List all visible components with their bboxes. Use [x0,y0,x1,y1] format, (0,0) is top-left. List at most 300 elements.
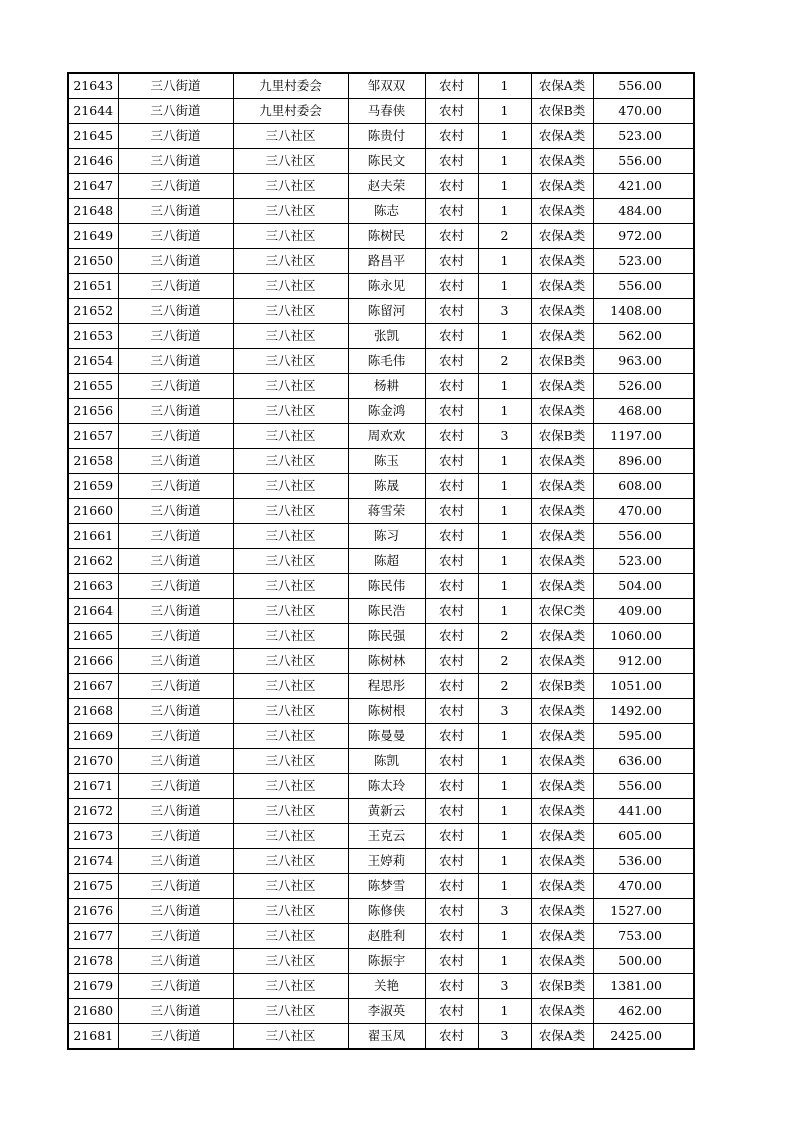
household-size-cell: 1 [478,374,531,399]
insurance-class-cell: 农保A类 [531,199,593,224]
data-table [67,72,695,1050]
table-row [68,1024,694,1050]
community-cell: 三八社区 [233,174,348,199]
amount-cell: 526.00 [593,374,694,399]
insurance-class-cell: 农保B类 [531,424,593,449]
amount-cell: 468.00 [593,399,694,424]
amount-cell: 1060.00 [593,624,694,649]
name-cell: 杨耕 [348,374,425,399]
amount-cell: 523.00 [593,124,694,149]
name-cell: 陈毛伟 [348,349,425,374]
table-row [68,699,694,724]
household-size-cell: 1 [478,874,531,899]
record-id-cell: 21664 [68,599,118,624]
insurance-class-cell: 农保A类 [531,799,593,824]
amount-cell: 636.00 [593,749,694,774]
record-id-cell: 21681 [68,1024,118,1050]
street-cell: 三八街道 [118,749,233,774]
amount-cell: 556.00 [593,524,694,549]
area-type-cell: 农村 [425,149,478,174]
table-row [68,474,694,499]
amount-cell: 556.00 [593,274,694,299]
community-cell: 三八社区 [233,224,348,249]
community-cell: 三八社区 [233,674,348,699]
name-cell: 陈民浩 [348,599,425,624]
amount-cell: 462.00 [593,999,694,1024]
amount-cell: 896.00 [593,449,694,474]
street-cell: 三八街道 [118,249,233,274]
community-cell: 三八社区 [233,999,348,1024]
household-size-cell: 2 [478,349,531,374]
household-size-cell: 2 [478,224,531,249]
name-cell: 陈民伟 [348,574,425,599]
table-row [68,624,694,649]
insurance-class-cell: 农保A类 [531,949,593,974]
area-type-cell: 农村 [425,474,478,499]
amount-cell: 504.00 [593,574,694,599]
street-cell: 三八街道 [118,774,233,799]
area-type-cell: 农村 [425,274,478,299]
table-row [68,449,694,474]
community-cell: 三八社区 [233,574,348,599]
insurance-class-cell: 农保A类 [531,474,593,499]
insurance-class-cell: 农保A类 [531,399,593,424]
household-size-cell: 1 [478,824,531,849]
community-cell: 三八社区 [233,274,348,299]
community-cell: 三八社区 [233,324,348,349]
name-cell: 陈贵付 [348,124,425,149]
household-size-cell: 1 [478,149,531,174]
record-id-cell: 21665 [68,624,118,649]
community-cell: 三八社区 [233,874,348,899]
street-cell: 三八街道 [118,199,233,224]
amount-cell: 2425.00 [593,1024,694,1050]
name-cell: 陈玉 [348,449,425,474]
household-size-cell: 2 [478,624,531,649]
record-id-cell: 21655 [68,374,118,399]
record-id-cell: 21677 [68,924,118,949]
insurance-class-cell: 农保A类 [531,774,593,799]
record-id-cell: 21670 [68,749,118,774]
household-size-cell: 1 [478,499,531,524]
record-id-cell: 21646 [68,149,118,174]
household-size-cell: 1 [478,124,531,149]
insurance-class-cell: 农保A类 [531,724,593,749]
area-type-cell: 农村 [425,1024,478,1050]
area-type-cell: 农村 [425,449,478,474]
household-size-cell: 1 [478,399,531,424]
name-cell: 陈民文 [348,149,425,174]
insurance-class-cell: 农保B类 [531,674,593,699]
record-id-cell: 21669 [68,724,118,749]
street-cell: 三八街道 [118,149,233,174]
table-row [68,649,694,674]
household-size-cell: 1 [478,949,531,974]
table-row [68,924,694,949]
table-row [68,999,694,1024]
record-id-cell: 21648 [68,199,118,224]
table-row [68,874,694,899]
household-size-cell: 1 [478,999,531,1024]
community-cell: 九里村委会 [233,73,348,99]
table-row [68,949,694,974]
household-size-cell: 1 [478,849,531,874]
area-type-cell: 农村 [425,899,478,924]
name-cell: 陈金鸿 [348,399,425,424]
table-row [68,599,694,624]
record-id-cell: 21668 [68,699,118,724]
record-id-cell: 21647 [68,174,118,199]
amount-cell: 963.00 [593,349,694,374]
name-cell: 陈凯 [348,749,425,774]
record-id-cell: 21644 [68,99,118,124]
name-cell: 翟玉凤 [348,1024,425,1050]
community-cell: 三八社区 [233,849,348,874]
area-type-cell: 农村 [425,199,478,224]
amount-cell: 1527.00 [593,899,694,924]
insurance-class-cell: 农保A类 [531,624,593,649]
table-row [68,549,694,574]
name-cell: 陈晟 [348,474,425,499]
street-cell: 三八街道 [118,349,233,374]
name-cell: 陈留河 [348,299,425,324]
community-cell: 三八社区 [233,899,348,924]
amount-cell: 1408.00 [593,299,694,324]
name-cell: 陈树民 [348,224,425,249]
record-id-cell: 21675 [68,874,118,899]
community-cell: 三八社区 [233,124,348,149]
street-cell: 三八街道 [118,724,233,749]
table-row [68,749,694,774]
street-cell: 三八街道 [118,449,233,474]
household-size-cell: 1 [478,174,531,199]
street-cell: 三八街道 [118,899,233,924]
area-type-cell: 农村 [425,249,478,274]
area-type-cell: 农村 [425,174,478,199]
name-cell: 赵胜利 [348,924,425,949]
amount-cell: 556.00 [593,774,694,799]
insurance-class-cell: 农保A类 [531,649,593,674]
name-cell: 赵夫荣 [348,174,425,199]
insurance-class-cell: 农保A类 [531,999,593,1024]
street-cell: 三八街道 [118,649,233,674]
community-cell: 三八社区 [233,524,348,549]
insurance-class-cell: 农保B类 [531,99,593,124]
street-cell: 三八街道 [118,224,233,249]
table-row [68,299,694,324]
record-id-cell: 21667 [68,674,118,699]
area-type-cell: 农村 [425,874,478,899]
amount-cell: 912.00 [593,649,694,674]
street-cell: 三八街道 [118,274,233,299]
record-id-cell: 21649 [68,224,118,249]
street-cell: 三八街道 [118,849,233,874]
household-size-cell: 1 [478,474,531,499]
community-cell: 三八社区 [233,549,348,574]
household-size-cell: 3 [478,974,531,999]
table-row [68,724,694,749]
table-row [68,424,694,449]
community-cell: 三八社区 [233,374,348,399]
record-id-cell: 21671 [68,774,118,799]
amount-cell: 556.00 [593,149,694,174]
insurance-class-cell: 农保A类 [531,274,593,299]
community-cell: 三八社区 [233,249,348,274]
record-id-cell: 21678 [68,949,118,974]
street-cell: 三八街道 [118,999,233,1024]
area-type-cell: 农村 [425,399,478,424]
insurance-class-cell: 农保A类 [531,749,593,774]
community-cell: 三八社区 [233,199,348,224]
street-cell: 三八街道 [118,174,233,199]
insurance-class-cell: 农保A类 [531,899,593,924]
name-cell: 陈树根 [348,699,425,724]
name-cell: 陈永见 [348,274,425,299]
area-type-cell: 农村 [425,599,478,624]
area-type-cell: 农村 [425,374,478,399]
record-id-cell: 21680 [68,999,118,1024]
area-type-cell: 农村 [425,674,478,699]
name-cell: 陈民强 [348,624,425,649]
amount-cell: 470.00 [593,99,694,124]
name-cell: 黄新云 [348,799,425,824]
street-cell: 三八街道 [118,824,233,849]
household-size-cell: 1 [478,199,531,224]
record-id-cell: 21673 [68,824,118,849]
insurance-class-cell: 农保C类 [531,599,593,624]
record-id-cell: 21660 [68,499,118,524]
area-type-cell: 农村 [425,974,478,999]
insurance-class-cell: 农保A类 [531,824,593,849]
street-cell: 三八街道 [118,73,233,99]
community-cell: 九里村委会 [233,99,348,124]
amount-cell: 608.00 [593,474,694,499]
street-cell: 三八街道 [118,599,233,624]
household-size-cell: 1 [478,924,531,949]
amount-cell: 1051.00 [593,674,694,699]
area-type-cell: 农村 [425,124,478,149]
insurance-class-cell: 农保A类 [531,249,593,274]
street-cell: 三八街道 [118,574,233,599]
community-cell: 三八社区 [233,499,348,524]
area-type-cell: 农村 [425,749,478,774]
area-type-cell: 农村 [425,73,478,99]
community-cell: 三八社区 [233,149,348,174]
record-id-cell: 21659 [68,474,118,499]
name-cell: 陈志 [348,199,425,224]
record-id-cell: 21658 [68,449,118,474]
insurance-class-cell: 农保A类 [531,124,593,149]
street-cell: 三八街道 [118,549,233,574]
table-row [68,974,694,999]
name-cell: 路昌平 [348,249,425,274]
community-cell: 三八社区 [233,974,348,999]
street-cell: 三八街道 [118,299,233,324]
name-cell: 陈梦雪 [348,874,425,899]
household-size-cell: 3 [478,699,531,724]
amount-cell: 1381.00 [593,974,694,999]
name-cell: 关艳 [348,974,425,999]
area-type-cell: 农村 [425,999,478,1024]
amount-cell: 562.00 [593,324,694,349]
area-type-cell: 农村 [425,724,478,749]
amount-cell: 523.00 [593,249,694,274]
name-cell: 蒋雪荣 [348,499,425,524]
table-row [68,524,694,549]
insurance-class-cell: 农保A类 [531,73,593,99]
amount-cell: 556.00 [593,73,694,99]
record-id-cell: 21652 [68,299,118,324]
area-type-cell: 农村 [425,624,478,649]
name-cell: 陈树林 [348,649,425,674]
street-cell: 三八街道 [118,99,233,124]
area-type-cell: 农村 [425,949,478,974]
household-size-cell: 3 [478,424,531,449]
insurance-class-cell: 农保B类 [531,349,593,374]
insurance-class-cell: 农保B类 [531,974,593,999]
street-cell: 三八街道 [118,399,233,424]
table-row [68,149,694,174]
table-row [68,774,694,799]
name-cell: 周欢欢 [348,424,425,449]
insurance-class-cell: 农保A类 [531,549,593,574]
household-size-cell: 1 [478,599,531,624]
table-row [68,99,694,124]
street-cell: 三八街道 [118,374,233,399]
table-row [68,374,694,399]
name-cell: 马春侠 [348,99,425,124]
community-cell: 三八社区 [233,349,348,374]
table-row [68,324,694,349]
household-size-cell: 1 [478,724,531,749]
record-id-cell: 21674 [68,849,118,874]
amount-cell: 484.00 [593,199,694,224]
table-row [68,224,694,249]
record-id-cell: 21679 [68,974,118,999]
table-row [68,349,694,374]
street-cell: 三八街道 [118,524,233,549]
household-size-cell: 1 [478,449,531,474]
table-row [68,899,694,924]
street-cell: 三八街道 [118,799,233,824]
amount-cell: 605.00 [593,824,694,849]
area-type-cell: 农村 [425,349,478,374]
insurance-class-cell: 农保A类 [531,174,593,199]
amount-cell: 409.00 [593,599,694,624]
area-type-cell: 农村 [425,224,478,249]
amount-cell: 972.00 [593,224,694,249]
street-cell: 三八街道 [118,1024,233,1050]
record-id-cell: 21650 [68,249,118,274]
community-cell: 三八社区 [233,624,348,649]
street-cell: 三八街道 [118,474,233,499]
community-cell: 三八社区 [233,924,348,949]
insurance-class-cell: 农保A类 [531,524,593,549]
record-id-cell: 21662 [68,549,118,574]
community-cell: 三八社区 [233,399,348,424]
name-cell: 陈习 [348,524,425,549]
household-size-cell: 1 [478,324,531,349]
record-id-cell: 21643 [68,73,118,99]
community-cell: 三八社区 [233,1024,348,1050]
record-id-cell: 21654 [68,349,118,374]
insurance-class-cell: 农保A类 [531,574,593,599]
table-row [68,824,694,849]
household-size-cell: 1 [478,774,531,799]
amount-cell: 421.00 [593,174,694,199]
community-cell: 三八社区 [233,774,348,799]
table-row [68,799,694,824]
table-row [68,124,694,149]
insurance-class-cell: 农保A类 [531,699,593,724]
area-type-cell: 农村 [425,824,478,849]
household-size-cell: 3 [478,899,531,924]
table-row [68,174,694,199]
record-id-cell: 21661 [68,524,118,549]
insurance-class-cell: 农保A类 [531,149,593,174]
area-type-cell: 农村 [425,549,478,574]
household-size-cell: 1 [478,274,531,299]
street-cell: 三八街道 [118,924,233,949]
record-id-cell: 21645 [68,124,118,149]
amount-cell: 1492.00 [593,699,694,724]
name-cell: 陈曼曼 [348,724,425,749]
table-body [68,73,694,1049]
area-type-cell: 农村 [425,649,478,674]
name-cell: 李淑英 [348,999,425,1024]
street-cell: 三八街道 [118,124,233,149]
area-type-cell: 农村 [425,99,478,124]
household-size-cell: 1 [478,749,531,774]
area-type-cell: 农村 [425,774,478,799]
insurance-class-cell: 农保A类 [531,874,593,899]
community-cell: 三八社区 [233,724,348,749]
amount-cell: 536.00 [593,849,694,874]
table-row [68,574,694,599]
amount-cell: 1197.00 [593,424,694,449]
table-row [68,199,694,224]
record-id-cell: 21656 [68,399,118,424]
name-cell: 王婷莉 [348,849,425,874]
household-size-cell: 3 [478,299,531,324]
record-id-cell: 21653 [68,324,118,349]
record-id-cell: 21663 [68,574,118,599]
street-cell: 三八街道 [118,499,233,524]
name-cell: 王克云 [348,824,425,849]
insurance-class-cell: 农保A类 [531,1024,593,1050]
household-size-cell: 2 [478,649,531,674]
area-type-cell: 农村 [425,524,478,549]
community-cell: 三八社区 [233,824,348,849]
household-size-cell: 1 [478,249,531,274]
household-size-cell: 2 [478,674,531,699]
record-id-cell: 21651 [68,274,118,299]
amount-cell: 753.00 [593,924,694,949]
community-cell: 三八社区 [233,424,348,449]
street-cell: 三八街道 [118,874,233,899]
record-id-cell: 21657 [68,424,118,449]
insurance-class-cell: 农保A类 [531,224,593,249]
community-cell: 三八社区 [233,799,348,824]
insurance-class-cell: 农保A类 [531,449,593,474]
street-cell: 三八街道 [118,974,233,999]
household-size-cell: 1 [478,524,531,549]
insurance-class-cell: 农保A类 [531,849,593,874]
street-cell: 三八街道 [118,674,233,699]
insurance-class-cell: 农保A类 [531,324,593,349]
name-cell: 陈振宇 [348,949,425,974]
insurance-class-cell: 农保A类 [531,499,593,524]
